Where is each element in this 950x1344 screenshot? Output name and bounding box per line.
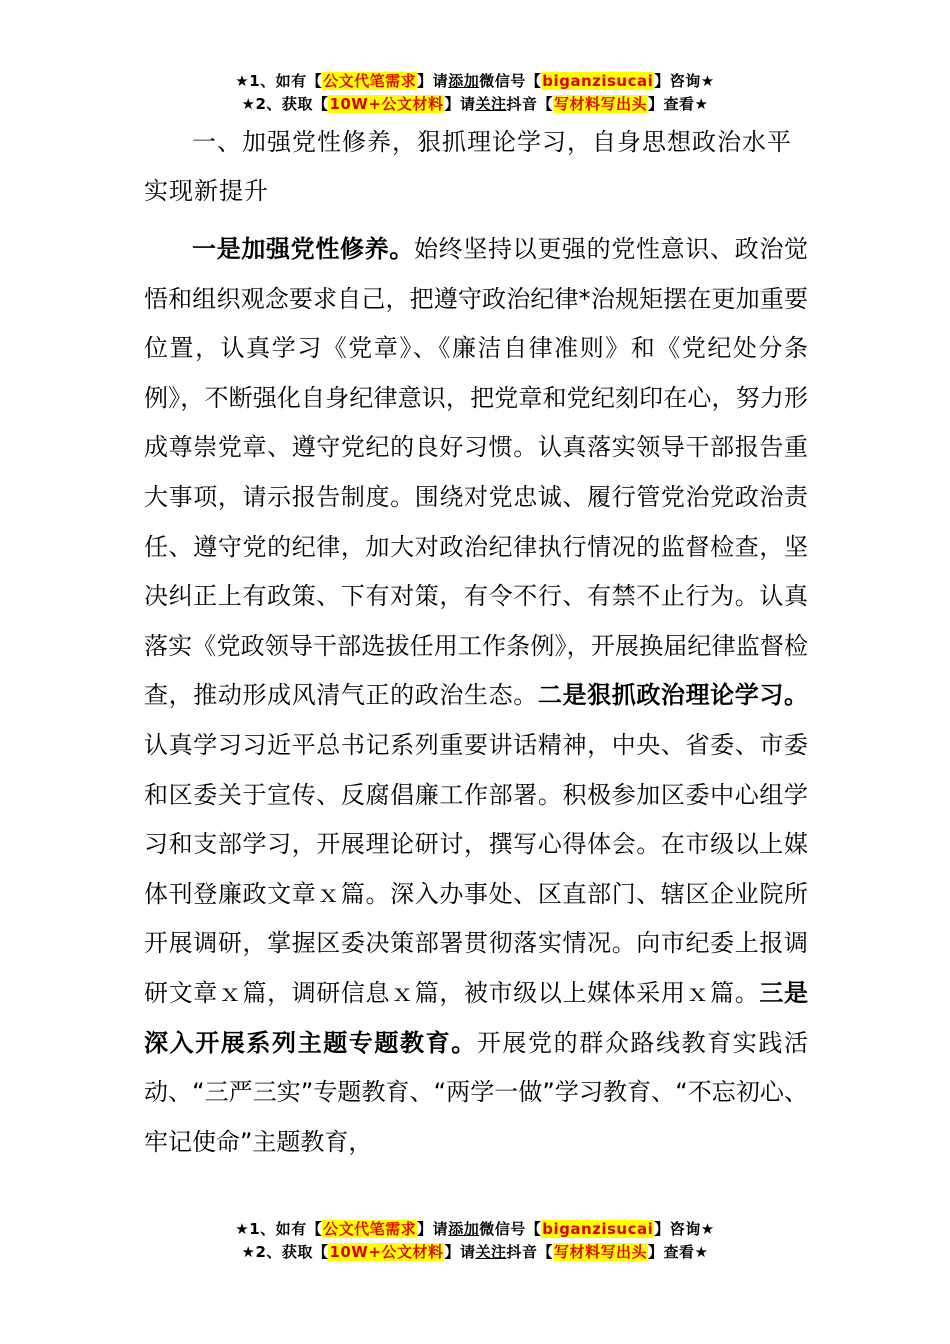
promo-line-2-mid-2: 抖音【: [506, 1243, 553, 1261]
point-title-1: 一是加强党性修养。: [192, 235, 414, 263]
promo-line-1-suffix: 】咨询★: [654, 1220, 715, 1238]
promo-line-2: [0, 93, 950, 116]
promo-line-2-mid-1: 】请: [444, 95, 476, 113]
promo-line-2: [0, 1241, 950, 1264]
promo-line-2-underline: 关注: [475, 95, 507, 113]
document-body: [144, 118, 808, 1167]
promo-line-2-highlight-2: 写材料写出头: [553, 1243, 647, 1261]
promo-line-1-mid-1: 】请: [417, 1220, 449, 1238]
promo-line-1-suffix: 】咨询★: [654, 72, 715, 90]
promo-line-2-underline: 关注: [475, 1243, 507, 1261]
point-title-2: 二是狠抓政治理论学习。: [537, 681, 809, 710]
promo-line-1-highlight-1: 公文代笔需求: [323, 1220, 417, 1238]
promo-line-1-highlight-2: biganzisucai: [542, 72, 654, 90]
promo-line-1-highlight-2: biganzisucai: [542, 1220, 654, 1238]
promo-line-2-highlight-1: 10W+公文材料: [329, 1243, 444, 1261]
point-body-1: 始终坚持以更强的党性意识、政治觉悟和组织观念要求自己，把遵守政治纪律*治规矩摆在更加重要位置，认真学习《党章》、《廉洁自律准则》和《党纪处分条例》，不断强化自身纪律意识，把党章和党纪刻印在心，努力形成尊崇党章、遵守党纪的良好习惯。认真落实领导干部报告重大事项，请示报告制度。围绕对党忠诚、履行管党治党政治责任、遵守党的纪律，加大对政治纪律执行情况的监督检查，坚决纠正上有政策、下有对策，有令不行、有禁不止行为。认真落实《党政领导干部选拔任用工作条例》，开展换届纪律监督检查，推动形成风清气正的政治生态。: [144, 235, 808, 710]
point-title-3: 三是深入开展系列主题专题教育。: [144, 978, 809, 1057]
promo-line-1: [0, 1218, 950, 1241]
promo-line-2-suffix: 】查看★: [648, 95, 709, 113]
promo-line-1-underline: 添加: [448, 72, 480, 90]
promo-line-2-prefix: ★2、获取【: [241, 95, 329, 113]
body-paragraph: [144, 225, 808, 1167]
promo-line-2-mid-1: 】请: [444, 1243, 476, 1261]
promo-line-1-underline: 添加: [448, 1220, 480, 1238]
promo-line-1-mid-1: 】请: [417, 72, 449, 90]
promo-line-1: [0, 70, 950, 93]
promo-line-2-highlight-1: 10W+公文材料: [329, 95, 444, 113]
promo-line-2-highlight-2: 写材料写出头: [553, 95, 647, 113]
promo-line-2-suffix: 】查看★: [648, 1243, 709, 1261]
promo-line-1-prefix: ★1、如有【: [235, 1220, 323, 1238]
promo-line-1-mid-2: 微信号【: [479, 72, 542, 90]
point-body-3: 开展党的群众路线教育实践活动、“三严三实”专题教育、“两学一做”学习教育、“不忘初心、牢记使命”主题教育，: [144, 1028, 809, 1156]
promo-line-1-highlight-1: 公文代笔需求: [323, 72, 417, 90]
section-heading: 一、加强党性修养，狠抓理论学习，自身思想政治水平实现新提升: [144, 128, 792, 205]
promo-line-2-mid-2: 抖音【: [506, 95, 553, 113]
header-promo-banner: [0, 70, 950, 116]
promo-line-1-prefix: ★1、如有【: [235, 72, 323, 90]
point-body-2: 认真学习习近平总书记系列重要讲话精神，中央、省委、市委和区委关于宣传、反腐倡廉工作部署。积极参加区委中心组学习和支部学习，开展理论研讨，撰写心得体会。在市级以上媒体刊登廉政文章ｘ篇。深入办事处、区直部门、辖区企业院所开展调研，掌握区委决策部署贯彻落实情况。向市纪委上报调研文章ｘ篇，调研信息ｘ篇，被市级以上媒体采用ｘ篇。: [144, 730, 808, 1007]
promo-line-2-prefix: ★2、获取【: [241, 1243, 329, 1261]
promo-line-1-mid-2: 微信号【: [479, 1220, 542, 1238]
footer-promo-banner: [0, 1218, 950, 1264]
